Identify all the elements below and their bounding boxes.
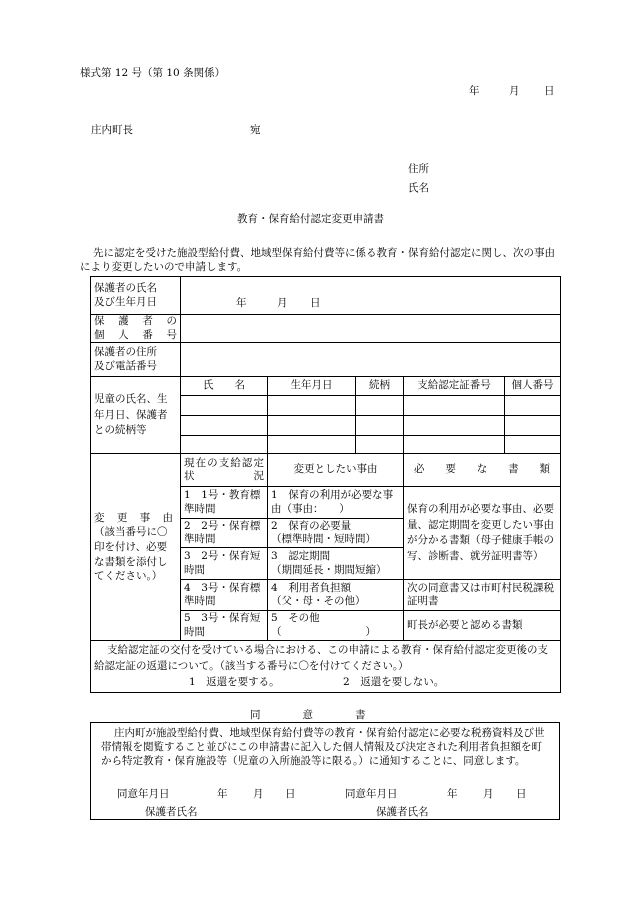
child-relationship-field[interactable] bbox=[356, 436, 404, 454]
child-name-field[interactable] bbox=[181, 416, 268, 436]
consent-day-2: 日 bbox=[516, 788, 527, 800]
change-reason-option[interactable]: 5 その他 （ ） bbox=[268, 611, 404, 641]
guardian-dob-year: 年 bbox=[236, 297, 247, 309]
form-number: 様式第 12 号（第 10 条関係） bbox=[80, 67, 226, 79]
consent-text: 庄内町が施設型給付費、地域型保育給付費等の教育・保育給付認定に必要な税務資料及び世帯情報を閲覧すること並びにこの申請書に記入した個人情報及び決定された利用者負担額を町から特定教育・保育施設等（児童の入所施設等に限る。）に通知することに、同意します。 bbox=[101, 727, 545, 767]
child-header-name: 氏 名 bbox=[181, 377, 268, 396]
consent-box bbox=[90, 722, 560, 820]
return-option-1[interactable]: 1 返還を要する。 bbox=[189, 675, 280, 688]
required-doc-3: 町長が必要と認める書類 bbox=[404, 611, 561, 641]
col-current-status: 現在の支給認定状況 bbox=[181, 454, 268, 487]
reason-note: （該当番号に〇印を付け、必要な書類を添付してください。） bbox=[94, 526, 168, 583]
change-reason-option[interactable]: 2 保育の必要量 （標準時間・短時間） bbox=[268, 519, 404, 548]
current-status-option[interactable]: 4 3号・保育標準時間 bbox=[181, 580, 268, 611]
guardian-address-label-cell: 保護者の住所 及び電話番号 bbox=[91, 343, 181, 377]
child-personal-number-field[interactable] bbox=[505, 436, 561, 454]
reason-label-cell bbox=[91, 454, 181, 641]
child-name-field[interactable] bbox=[181, 436, 268, 454]
child-relationship-field[interactable] bbox=[356, 416, 404, 436]
change-reason-option[interactable]: 4 利用者負担額 （父・母・その他） bbox=[268, 580, 404, 611]
consent-guardian-name-label-2: 保護者氏名 bbox=[376, 806, 429, 818]
guardian-dob-day: 日 bbox=[310, 297, 321, 309]
child-header-relationship: 続柄 bbox=[356, 377, 404, 396]
addressee-suffix: 宛 bbox=[250, 124, 261, 136]
guardian-address-field[interactable] bbox=[181, 343, 561, 377]
guardian-name-dob-field[interactable] bbox=[181, 277, 561, 315]
required-doc-1: 保育の利用が必要な事由、必要量、認定期間を変更したい事由が分かる書類（母子健康手帳の写、診断書、就労証明書等） bbox=[404, 487, 561, 580]
child-cert-number-field[interactable] bbox=[404, 416, 505, 436]
child-name-field[interactable] bbox=[181, 396, 268, 416]
consent-date-label-2: 同意年月日 bbox=[345, 788, 398, 800]
date-year-label: 年 bbox=[469, 85, 480, 97]
consent-date-label-1: 同意年月日 bbox=[117, 788, 170, 800]
guardian-dob-month: 月 bbox=[277, 297, 288, 309]
guardian-number-field[interactable] bbox=[181, 315, 561, 343]
date-month-label: 月 bbox=[509, 85, 520, 97]
guardian-number-label-cell: 保 護 者 の 個 人 番 号 bbox=[91, 315, 181, 343]
child-cert-number-field[interactable] bbox=[404, 436, 505, 454]
current-status-option[interactable]: 5 3号・保育短時間 bbox=[181, 611, 268, 641]
child-dob-field[interactable] bbox=[268, 416, 356, 436]
applicant-address-label: 住所 bbox=[408, 163, 429, 175]
children-label-cell: 児童の氏名、生年月日、保護者との続柄等 bbox=[91, 377, 181, 454]
col-required-docs: 必 要 な 書 類 bbox=[404, 454, 561, 487]
consent-month-1: 月 bbox=[253, 788, 264, 800]
child-personal-number-field[interactable] bbox=[505, 416, 561, 436]
return-certificate-section bbox=[91, 641, 561, 693]
child-dob-field[interactable] bbox=[268, 396, 356, 416]
child-dob-field[interactable] bbox=[268, 436, 356, 454]
child-personal-number-field[interactable] bbox=[505, 396, 561, 416]
current-status-option[interactable]: 2 2号・保育標準時間 bbox=[181, 519, 268, 548]
consent-guardian-name-label-1: 保護者氏名 bbox=[145, 806, 198, 818]
date-day-label: 日 bbox=[544, 85, 555, 97]
consent-year-1: 年 bbox=[217, 788, 228, 800]
required-doc-2: 次の同意書又は市町村民税課税証明書 bbox=[404, 580, 561, 611]
addressee: 庄内町長 bbox=[91, 124, 133, 136]
child-header-cert-number: 支給認定証番号 bbox=[404, 377, 505, 396]
intro-text: 先に認定を受けた施設型給付費、地域型保育給付費等に係る教育・保育給付認定に関し、次の事由により変更したいので申請します。 bbox=[80, 247, 555, 273]
child-header-personal-number: 個人番号 bbox=[505, 377, 561, 396]
consent-title: 同 意 書 bbox=[250, 709, 366, 721]
child-relationship-field[interactable] bbox=[356, 396, 404, 416]
return-certificate-text: 支給認定証の交付を受けている場合における、この申請による教育・保育給付認定変更後の支給認定証の返還について。（該当する番号に〇を付けてください。） bbox=[94, 644, 548, 672]
consent-year-2: 年 bbox=[447, 788, 458, 800]
child-cert-number-field[interactable] bbox=[404, 396, 505, 416]
application-form-table bbox=[90, 276, 561, 693]
current-status-option[interactable]: 1 1号・教育標準時間 bbox=[181, 487, 268, 519]
guardian-name-label-cell: 保護者の氏名 及び生年月日 bbox=[91, 277, 181, 315]
child-header-dob: 生年月日 bbox=[268, 377, 356, 396]
page-title: 教育・保育給付認定変更申請書 bbox=[237, 213, 384, 225]
current-status-option[interactable]: 3 2号・保育短時間 bbox=[181, 548, 268, 580]
change-reason-option[interactable]: 1 保育の利用が必要な事由（事由： ） bbox=[268, 487, 404, 519]
consent-day-1: 日 bbox=[285, 788, 296, 800]
reason-title: 変 更 事 由 bbox=[94, 511, 173, 524]
change-reason-option[interactable]: 3 認定期間 （期間延長・期間短縮） bbox=[268, 548, 404, 580]
consent-month-2: 月 bbox=[483, 788, 494, 800]
return-option-2[interactable]: 2 返還を要しない。 bbox=[343, 675, 445, 688]
col-change-reason: 変更としたい事由 bbox=[268, 454, 404, 487]
applicant-name-label: 氏名 bbox=[408, 182, 429, 194]
